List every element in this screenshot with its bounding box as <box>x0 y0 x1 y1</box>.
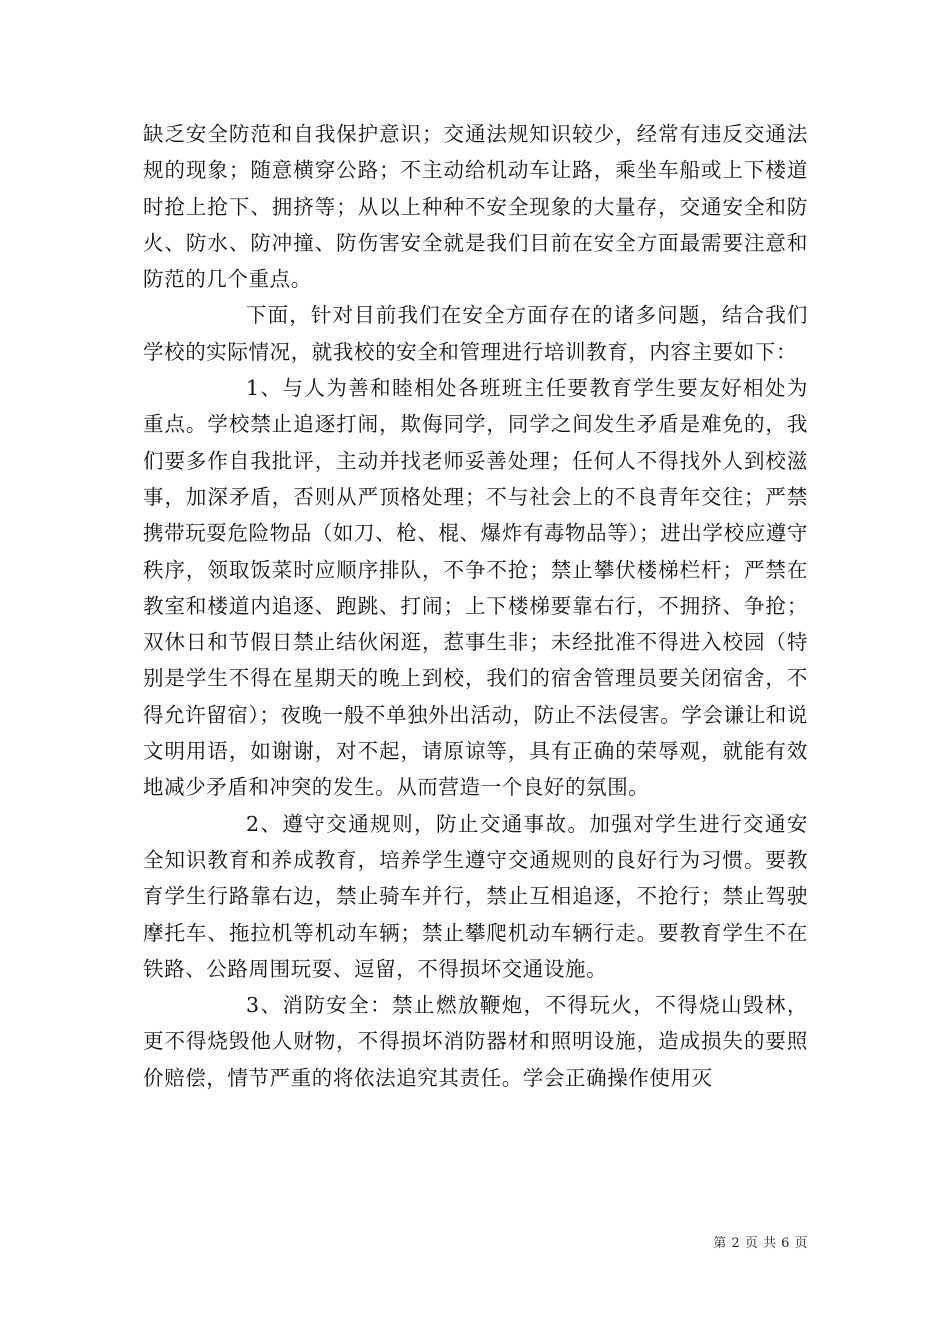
paragraph-item-3-fire-safety: 3、消防安全：禁止燃放鞭炮，不得玩火，不得烧山毁林，更不得烧毁他人财物，不得损坏消防器材和照明设施，造成损失的要照价赔偿，情节严重的将依法追究其责任。学会正确操作使用灭 <box>143 993 808 1090</box>
paragraph-introduction: 下面，针对目前我们在安全方面存在的诸多问题，结合我们学校的实际情况，就我校的安全和管理进行培训教育，内容主要如下： <box>143 303 808 364</box>
paragraph-item-1-get-along: 1、与人为善和睦相处各班班主任要教育学生要友好相处为重点。学校禁止追逐打闹，欺侮同学，同学之间发生矛盾是难免的，我们要多作自我批评，主动并找老师妥善处理；任何人不得找外人到校滋事，加深矛盾，否则从严顶格处理；不与社会上的不良青年交往；严禁携带玩耍危险物品（如刀、枪、棍、爆炸有毒物品等）；进出学校应遵守秩序，领取饭菜时应顺序排队，不争不抢；禁止攀伏楼梯栏杆；严禁在教室和楼道内追逐、跑跳、打闹；上下楼梯要靠右行，不拥挤、争抢；双休日和节假日禁止结伙闲逛，惹事生非；未经批准不得进入校园（特别是学生不得在星期天的晚上到校，我们的宿舍管理员要关闭宿舍，不得允许留宿）；夜晚一般不单独外出活动，防止不法侵害。学会谦让和说文明用语，如谢谢，对不起，请原谅等，具有正确的荣辱观，就能有效地减少矛盾和冲突的发生。从而营造一个良好的氛围。 <box>143 376 808 800</box>
paragraph-item-2-traffic-safety: 2、遵守交通规则，防止交通事故。加强对学生进行交通安全知识教育和养成教育，培养学生遵守交通规则的良好行为习惯。要教育学生行路靠右边，禁止骑车并行，禁止互相追逐，不抢行；禁止驾驶摩托车、拖拉机等机动车辆；禁止攀爬机动车辆行走。要教育学生不在铁路、公路周围玩耍、逗留，不得损坏交通设施。 <box>143 811 808 981</box>
page-number-footer: 第 2 页 共 6 页 <box>713 1236 808 1251</box>
paragraph-continuation: 缺乏安全防范和自我保护意识；交通法规知识较少，经常有违反交通法规的现象；随意横穿公路；不主动给机动车让路，乘坐车船或上下楼道时抢上抢下、拥挤等；从以上种种不安全现象的大量存，交通安全和防火、防水、防冲撞、防伤害安全就是我们目前在安全方面最需要注意和防范的几个重点。 <box>143 122 808 292</box>
document-body <box>143 116 808 1096</box>
